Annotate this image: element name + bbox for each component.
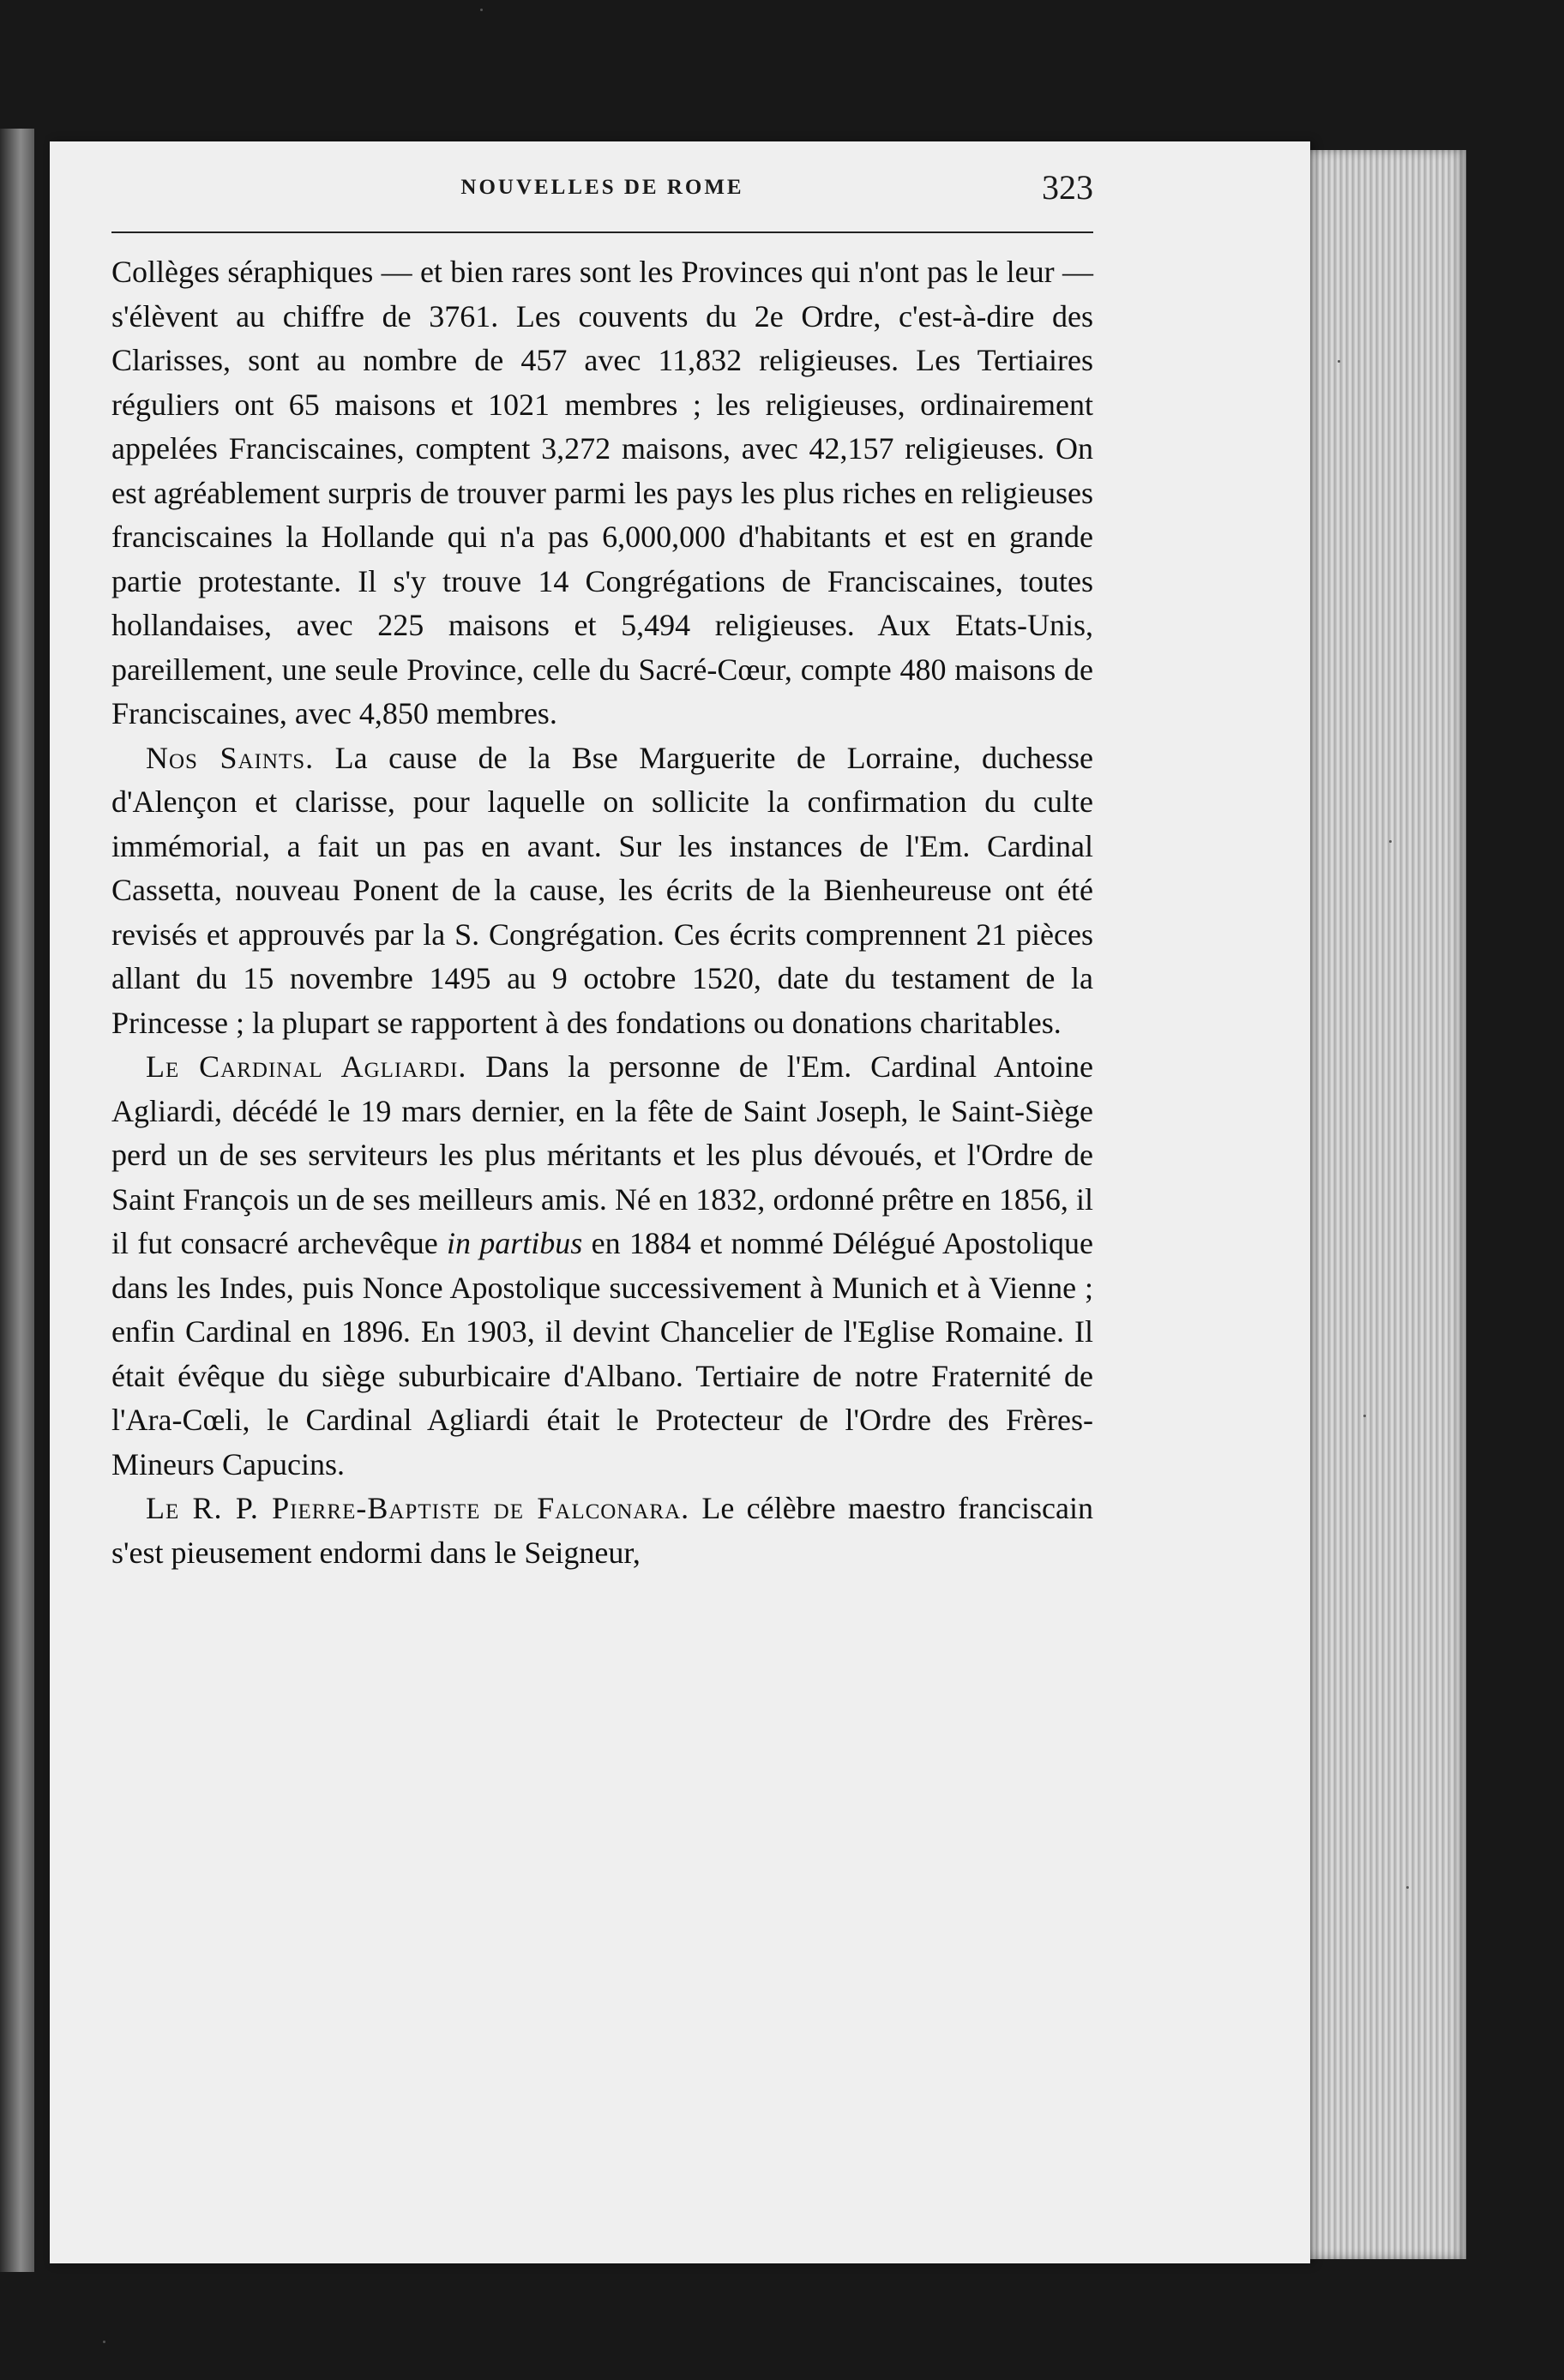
running-title: NOUVELLES DE ROME [460,176,744,199]
section-lead: Nos Saints. [146,740,315,775]
scan-speck [103,2341,105,2343]
page-stack-edge [1295,150,1466,2259]
paragraph-cardinal-agliardi [111,1045,1093,1487]
paragraph-nos-saints [111,736,1093,1046]
scan-speck [1363,1415,1366,1417]
paragraph-text-continued: en 1884 et nommé Délégué Apostolique dans les Indes, puis Nonce Apostolique successivement à Munich et à Vienne ; enfin Cardinal en 1896. En 1903, il devint Chancelier de l'Eglise Romaine. Il était évêque du siège suburbicaire d'Albano. Tertiaire de notre Fraternité de l'Ara-Cœli, le Cardinal Agliardi était le Protecteur de l'Ordre des Frères-Mineurs Capucins. [111,1226,1093,1481]
header-rule [111,231,1093,233]
scan-speck [1338,360,1340,363]
paragraph-text: Le célèbre maestro franciscain s'est pieusement endormi dans le Seigneur, [111,1491,1093,1570]
scan-speck [1406,1886,1409,1889]
section-lead: Le Cardinal Agliardi. [146,1049,467,1084]
paragraph-continuation [111,250,1093,736]
scan-speck [1389,840,1392,843]
running-head [111,168,1093,227]
paragraph-falconara [111,1487,1093,1575]
scan-speck [480,9,483,11]
section-lead: Le R. P. Pierre-Baptiste de Falconara. [146,1491,690,1525]
body-text [111,250,1093,1575]
paragraph-text: La cause de la Bse Marguerite de Lorraine, duchesse d'Alençon et clarisse, pour laquelle on sollicite la confirmation du culte immémorial, a fait un pas en avant. Sur les instances de l'Em. Cardinal Cassetta, nouveau Ponent de la cause, les écrits de la Bienheureuse ont été revisés et approuvés par la S. Congrégation. Ces écrits comprennent 21 pièces allant du 15 novembre 1495 au 9 octobre 1520, date du testament de la Princesse ; la plupart se rapportent à des fondations ou donations charitables. [111,740,1093,1040]
paragraph-text: Dans la personne de l'Em. Cardinal Antoine Agliardi, décédé le 19 mars dernier, en la fête de Saint Joseph, le Saint-Siège perd un de ses serviteurs les plus méritants et les plus dévoués, et l'Ordre de Saint François un de ses meilleurs amis. Né en 1832, ordonné prêtre en 1856, il il fut consacré archevêque [111,1049,1093,1260]
paragraph-text: Collèges séraphiques — et bien rares sont les Provinces qui n'ont pas le leur — s'élèvent au chiffre de 3761. Les couvents du 2e Ordre, c'est-à-dire des Clarisses, sont au nombre de 457 avec 11,832 religieuses. Les Tertiaires réguliers ont 65 maisons et 1021 membres ; les religieuses, ordinairement appelées Franciscaines, comptent 3,272 maisons, avec 42,157 religieuses. On est agréablement surpris de trouver parmi les pays les plus riches en religieuses franciscaines la Hollande qui n'a pas 6,000,000 d'habitants et est en grande partie protestante. Il s'y trouve 14 Congrégations de Franciscaines, toutes hollandaises, avec 225 maisons et 5,494 religieuses. Aux Etats-Unis, pareillement, une seule Province, celle du Sacré-Cœur, compte 480 maisons de Franciscaines, avec 4,850 membres. [111,255,1093,730]
left-page-edge [0,129,34,2272]
italic-phrase: in partibus [446,1226,583,1260]
page-number: 323 [1042,168,1093,207]
